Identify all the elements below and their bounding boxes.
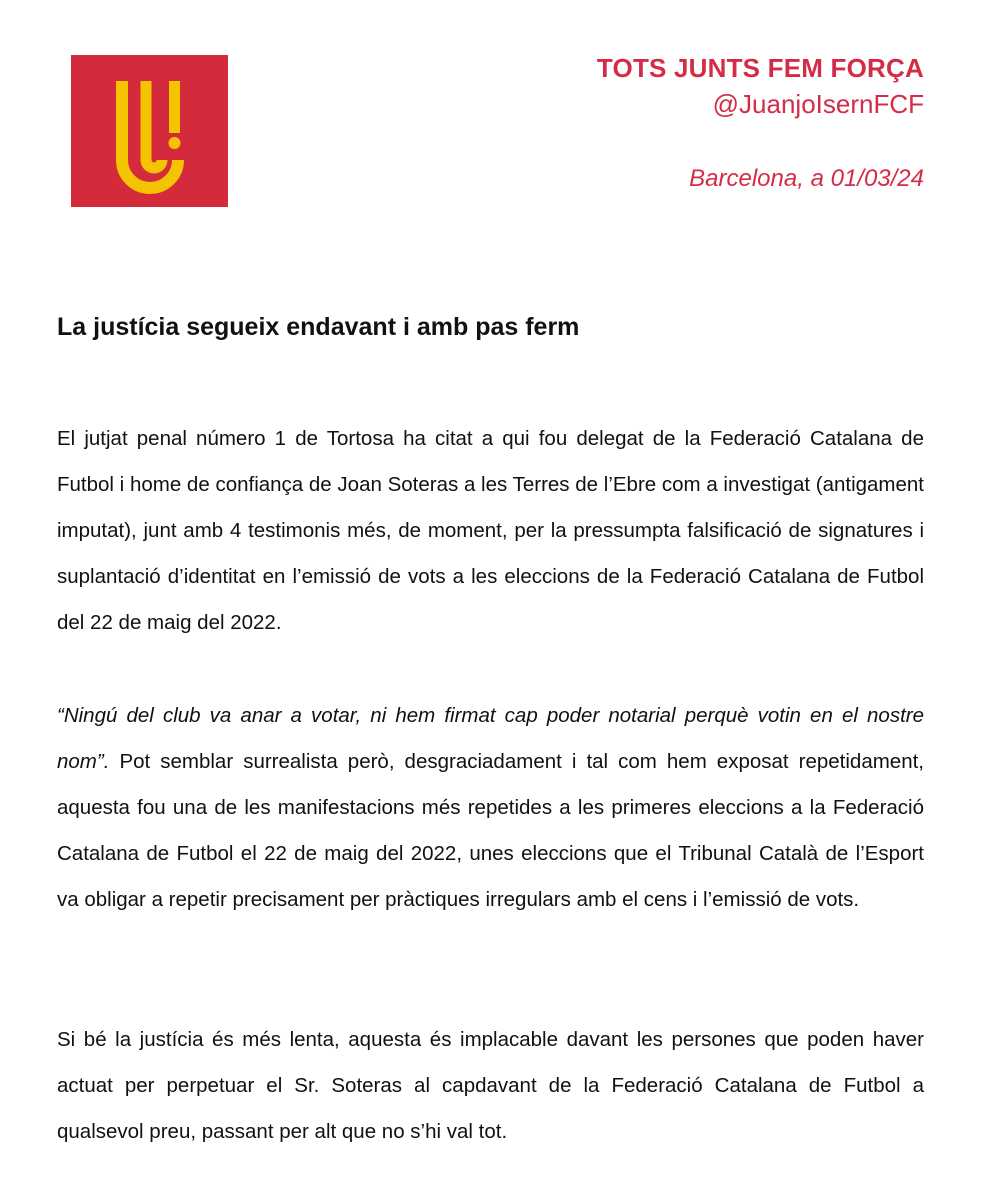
campaign-logo (71, 55, 228, 207)
header-info (597, 50, 924, 196)
dateline: Barcelona, a 01/03/24 (689, 165, 924, 192)
social-handle: @JuanjoIsernFCF (712, 89, 924, 119)
paragraph-1: El jutjat penal número 1 de Tortosa ha citat a qui fou delegat de la Federació Catalana de Futbol i home de confiança de Joan Soteras a les Terres de l’Ebre com a investigat (antigament imputat), junt amb 4 testimonis més, de moment, per la pressumpta falsificació de signatures i suplantació d’identitat en l’emissió de vots a les eleccions de la Federació Catalana de Futbol del 22 de maig del 2022. (57, 427, 924, 634)
paragraph-2-quote: “Ningú del club va anar a votar, ni hem firmat cap poder notarial perquè votin en el nostre nom”. (57, 704, 924, 773)
paragraph-3: Si bé la justícia és més lenta, aquesta és implacable davant les persones que poden haver actuat per perpetuar el Sr. Soteras al capdavant de la Federació Catalana de Futbol a qualsevol preu, passant per alt que no s’hi val tot. (57, 1028, 924, 1143)
paragraph-2-body: Pot semblar surrealista però, desgraciadament i tal com hem exposat repetidament, aquesta fou una de les manifestacions més repetides a les primeres eleccions a la Federació Catalana de Futbol el 22 de maig del 2022, unes eleccions que el Tribunal Català de l’Esport va obligar a repetir precisament per pràctiques irregulars amb el cens i l’emissió de vots. (57, 750, 924, 911)
paragraph-2 (57, 693, 924, 923)
jj-exclamation-logo-icon (71, 55, 228, 207)
campaign-slogan: TOTS JUNTS FEM FORÇA (596, 53, 924, 83)
article-headline: La justícia segueix endavant i amb pas ferm (57, 313, 580, 341)
